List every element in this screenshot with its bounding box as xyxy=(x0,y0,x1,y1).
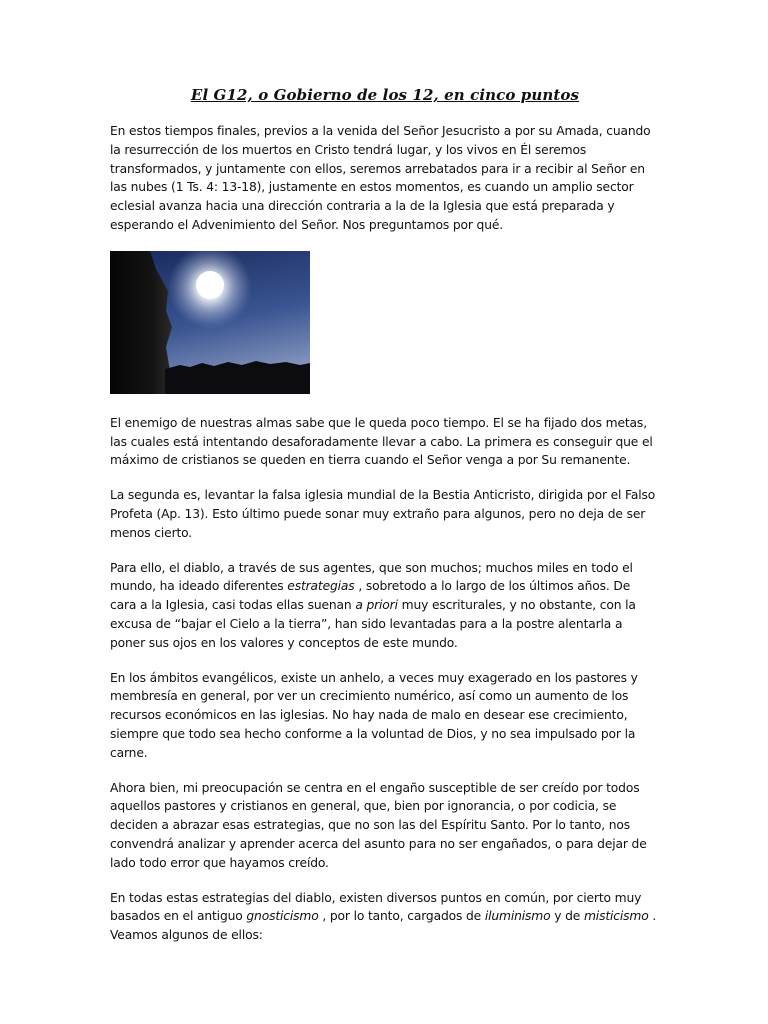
paragraph-concern: Ahora bien, mi preocupación se centra en el engaño susceptible de ser creído por todos aquellos pastores y cristianos en general, que, bien por ignorancia, o por codicia, se deciden a abrazar esas estrategias, que no son las del Espíritu Santo. Por lo tanto, nos convendrá analizar y aprender acerca del asunto para no ser engañados, o para dejar de lado todo error que hayamos creído. xyxy=(110,780,647,870)
italic-text: a priori xyxy=(355,598,398,613)
text-span: muy escriturales, y no obstante, con la excusa de “bajar el Cielo a la tierra”, han sido levantadas para a la postre alentarla a poner sus ojos en los valores y conceptos de este mundo. xyxy=(110,598,636,650)
text-span: y de xyxy=(550,909,584,924)
sun-core xyxy=(196,271,224,299)
text-span: . Veamos algunos de ellos: xyxy=(110,909,657,943)
italic-text: iluminismo xyxy=(484,909,551,924)
paragraph-intro: En estos tiempos finales, previos a la venida del Señor Jesucristo a por su Amada, cuando la resurrección de los muertos en Cristo tendrá lugar, y los vivos en Él seremos transformados, y juntamente con ellos, seremos arrebatados para ir a recibir al Señor en las nubes (1 Ts. 4: 13-18), justamente en estos momentos, es cuando un amplio sector eclesial avanza hacia una dirección contraria a la de la Iglesia que está preparada y esperando el Advenimiento del Señor. Nos preguntamos por qué. xyxy=(110,124,651,232)
paragraph-enemy: El enemigo de nuestras almas sabe que le queda poco tiempo. El se ha fijado dos metas, las cuales está intentando desaforadamente llevar a cabo. La primera es conseguir que el máximo de cristianos se queden en tierra cuando el Señor venga a por Su remanente. xyxy=(110,415,653,468)
paragraph-common-points xyxy=(110,889,660,945)
italic-text: estrategias xyxy=(287,579,355,594)
text-span: , sobretodo a lo largo de los últimos años. De cara a la Iglesia, casi todas ellas suenan xyxy=(110,579,631,613)
page-title: El G12, o Gobierno de los 12, en cinco puntos xyxy=(190,86,580,104)
document-page xyxy=(110,84,660,961)
italic-text: misticismo xyxy=(583,909,649,924)
italic-text: gnosticismo xyxy=(246,909,319,924)
sun-photo xyxy=(110,251,310,394)
text-span: En todas estas estrategias del diablo, existen diversos puntos en común, por cierto muy basados en el antiguo xyxy=(110,890,642,924)
text-span: , por lo tanto, cargados de xyxy=(318,909,485,924)
paragraph-second-goal: La segunda es, levantar la falsa iglesia mundial de la Bestia Anticristo, dirigida por el Falso Profeta (Ap. 13). Esto último puede sonar muy extraño para algunos, pero no deja de ser menos cierto. xyxy=(110,488,656,540)
text-span: Para ello, el diablo, a través de sus agentes, que son muchos; muchos miles en todo el mundo, ha ideado diferentes xyxy=(110,560,633,594)
paragraph-strategies xyxy=(110,559,660,653)
paragraph-evangelical: En los ámbitos evangélicos, existe un anhelo, a veces muy exagerado en los pastores y membresía en general, por ver un crecimiento numérico, así como un aumento de los recursos económicos en las iglesias. No hay nada de malo en desear ese crecimiento, siempre que todo sea hecho conforme a la voluntad de Dios, y no sea impulsado por la carne. xyxy=(110,670,638,760)
